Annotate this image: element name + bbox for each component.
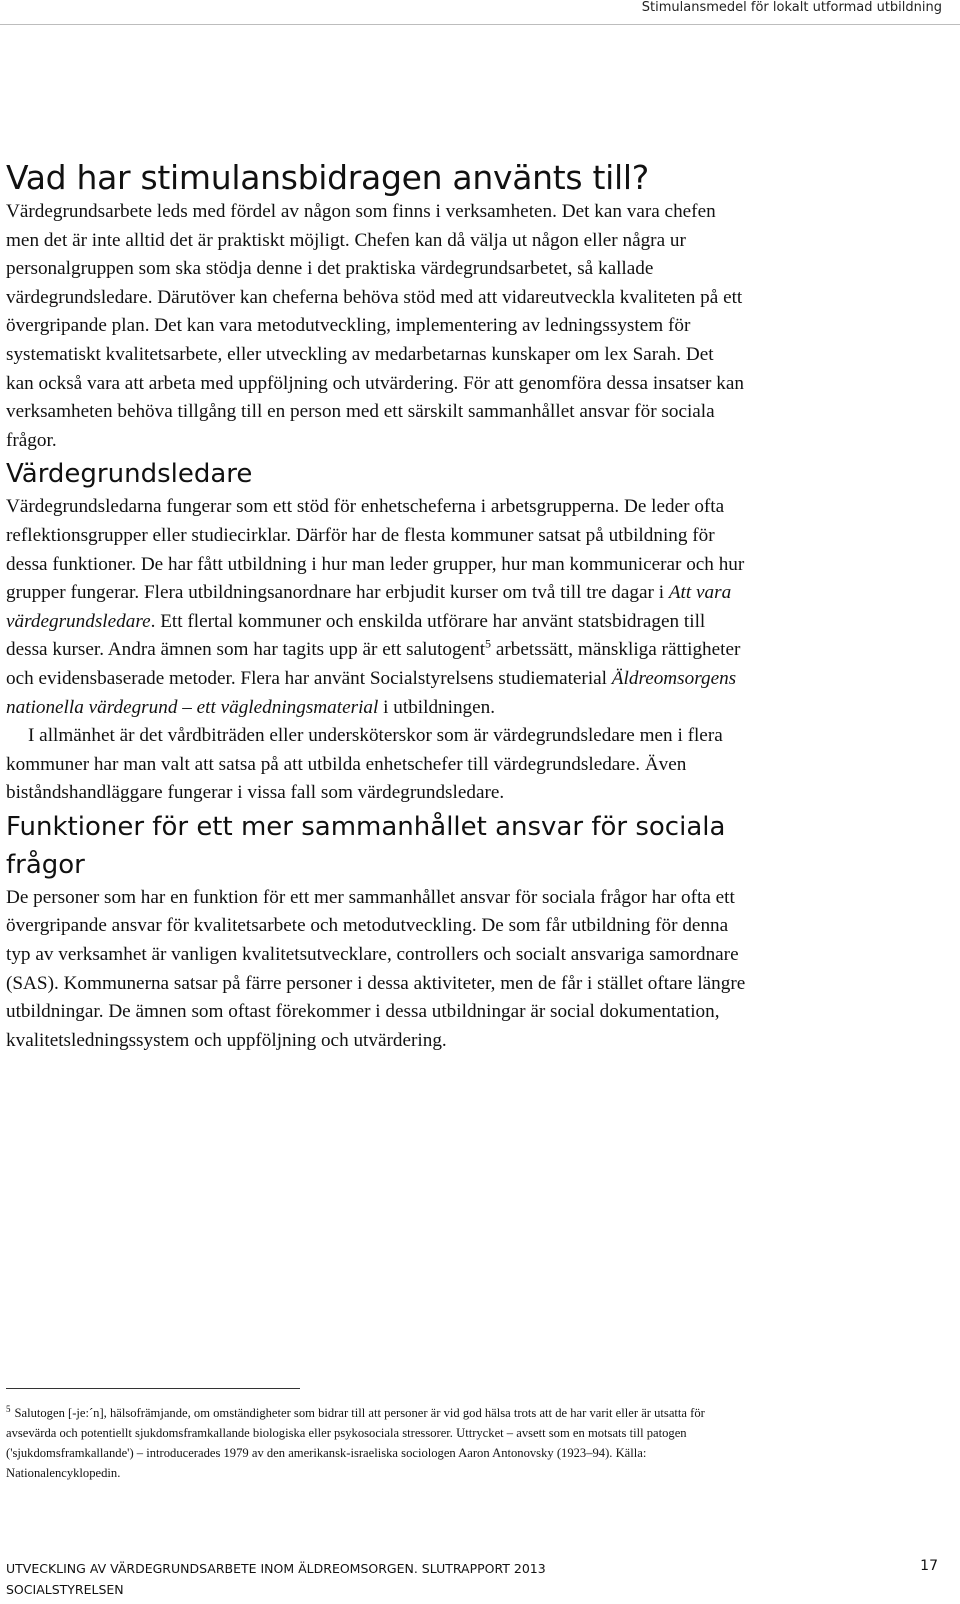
- italic-course-title: Att vara värdegrundsledare: [6, 582, 732, 632]
- header-divider: [0, 24, 960, 25]
- footnote-number: 5: [6, 1403, 11, 1414]
- text-run: . Ett flertal kommuner och enskilda utförare har använt statsbidragen till dessa kurser. Andra ämnen som har tagits upp är ett salutogent: [6, 610, 706, 661]
- footnote-reference[interactable]: 5: [485, 636, 492, 651]
- section-title-stimulansbidrag: Vad har stimulansbidragen använts till?: [6, 158, 649, 197]
- subsection-title-funktioner: Funktioner för ett mer sammanhållet ansvar för sociala frågor: [6, 811, 726, 880]
- paragraph-vardegrundsledare-1: [6, 493, 746, 722]
- footnote-5: [6, 1403, 736, 1483]
- footnote-divider: [6, 1388, 300, 1389]
- page-footer: [6, 1558, 938, 1600]
- running-header: Stimulansmedel för lokalt utformad utbildning: [641, 0, 942, 15]
- footnote-text: Salutogen [-je:´n], hälsofrämjande, om omständigheter som bidrar till att personer är vid god hälsa trots att de har varit eller är utsatta för avsevärda och potentiellt sjukdomsframkallande biologiska eller psykosociala stressorer. Uttrycket – avsett som en motsats till patogen ('sjukdomsframkallande') – introducerades 1979 av den amerikansk-israeliska sociologen Aaron Antonovsky (1923–94). Källa: Nationalencyklopedin.: [6, 1406, 705, 1480]
- footer-publisher: SOCIALSTYRELSEN: [6, 1582, 124, 1597]
- subsection-title-vardegrundsledare: Värdegrundsledare: [6, 459, 253, 490]
- main-content: [6, 158, 746, 1055]
- text-run: Värdegrundsledarna fungerar som ett stöd för enhetscheferna i arbetsgrupperna. De leder ofta reflektionsgrupper eller studiecirklar. Därför har de flesta kommuner satsat på utbildning för dessa funktioner. De har fått utbildning i hur man leder grupper, hur man kommunicerar och hur grupper fungerar. Flera utbildningsanordnare har erbjudit kurser om två till tre dagar i: [6, 496, 745, 604]
- italic-study-material-title: Äldreomsorgens nationella värdegrund – ett vägledningsmaterial: [6, 667, 737, 718]
- paragraph-funktioner: De personer som har en funktion för ett mer sammanhållet ansvar för sociala frågor har ofta ett övergripande ansvar för kvalitetsarbete och metodutveckling. De som får utbildning för denna typ av verksamhet är vanligen kvalitetsutvecklare, controllers och socialt ansvariga samordnare (SAS). Kommunerna satsar på färre personer i dessa aktiviteter, men de får i stället oftare längre utbildningar. De ämnen som oftast förekommer i dessa utbildningar är social dokumentation, kvalitetsledningssystem och uppföljning och utvärdering.: [6, 886, 746, 1051]
- text-run: arbetssätt, mänskliga rättigheter och evidensbaserade metoder. Flera har använt Socialstyrelsens studiematerial: [6, 639, 741, 689]
- paragraph-stimulansbidrag: Värdegrundsarbete leds med fördel av någon som finns i verksamheten. Det kan vara chefen men det är inte alltid det är praktiskt möjligt. Chefen kan då välja ut någon eller några ur personalgruppen som ska stödja denne i det praktiska värdegrundsarbetet, så kallade värdegrundsledare. Därutöver kan cheferna behöva stöd med att vidareutveckla kvaliteten på ett övergripande plan. Det kan vara metodutveckling, implementering av ledningssystem för systematiskt kvalitetsarbete, eller utveckling av medarbetarnas kunskaper om lex Sarah. Det kan också vara att arbeta med uppföljning och utvärdering. För att genomföra dessa insatser kan verksamheten behöva tillgång till en person med ett särskilt sammanhållet ansvar för sociala frågor.: [6, 201, 744, 451]
- footer-report-title: UTVECKLING AV VÄRDEGRUNDSARBETE INOM ÄLDREOMSORGEN. SLUTRAPPORT 2013: [6, 1561, 546, 1576]
- footer-line: [6, 1558, 938, 1579]
- text-run: i utbildningen.: [378, 696, 496, 718]
- footnote-area: [6, 1388, 736, 1483]
- page-number: 17: [920, 1558, 938, 1574]
- paragraph-vardegrundsledare-2: I allmänhet är det vårdbiträden eller undersköterskor som är värdegrundsledare men i flera kommuner har man valt att satsa på att utbilda enhetschefer till värdegrundsledare. Även biståndshandläggare fungerar i vissa fall som värdegrundsledare.: [6, 725, 723, 804]
